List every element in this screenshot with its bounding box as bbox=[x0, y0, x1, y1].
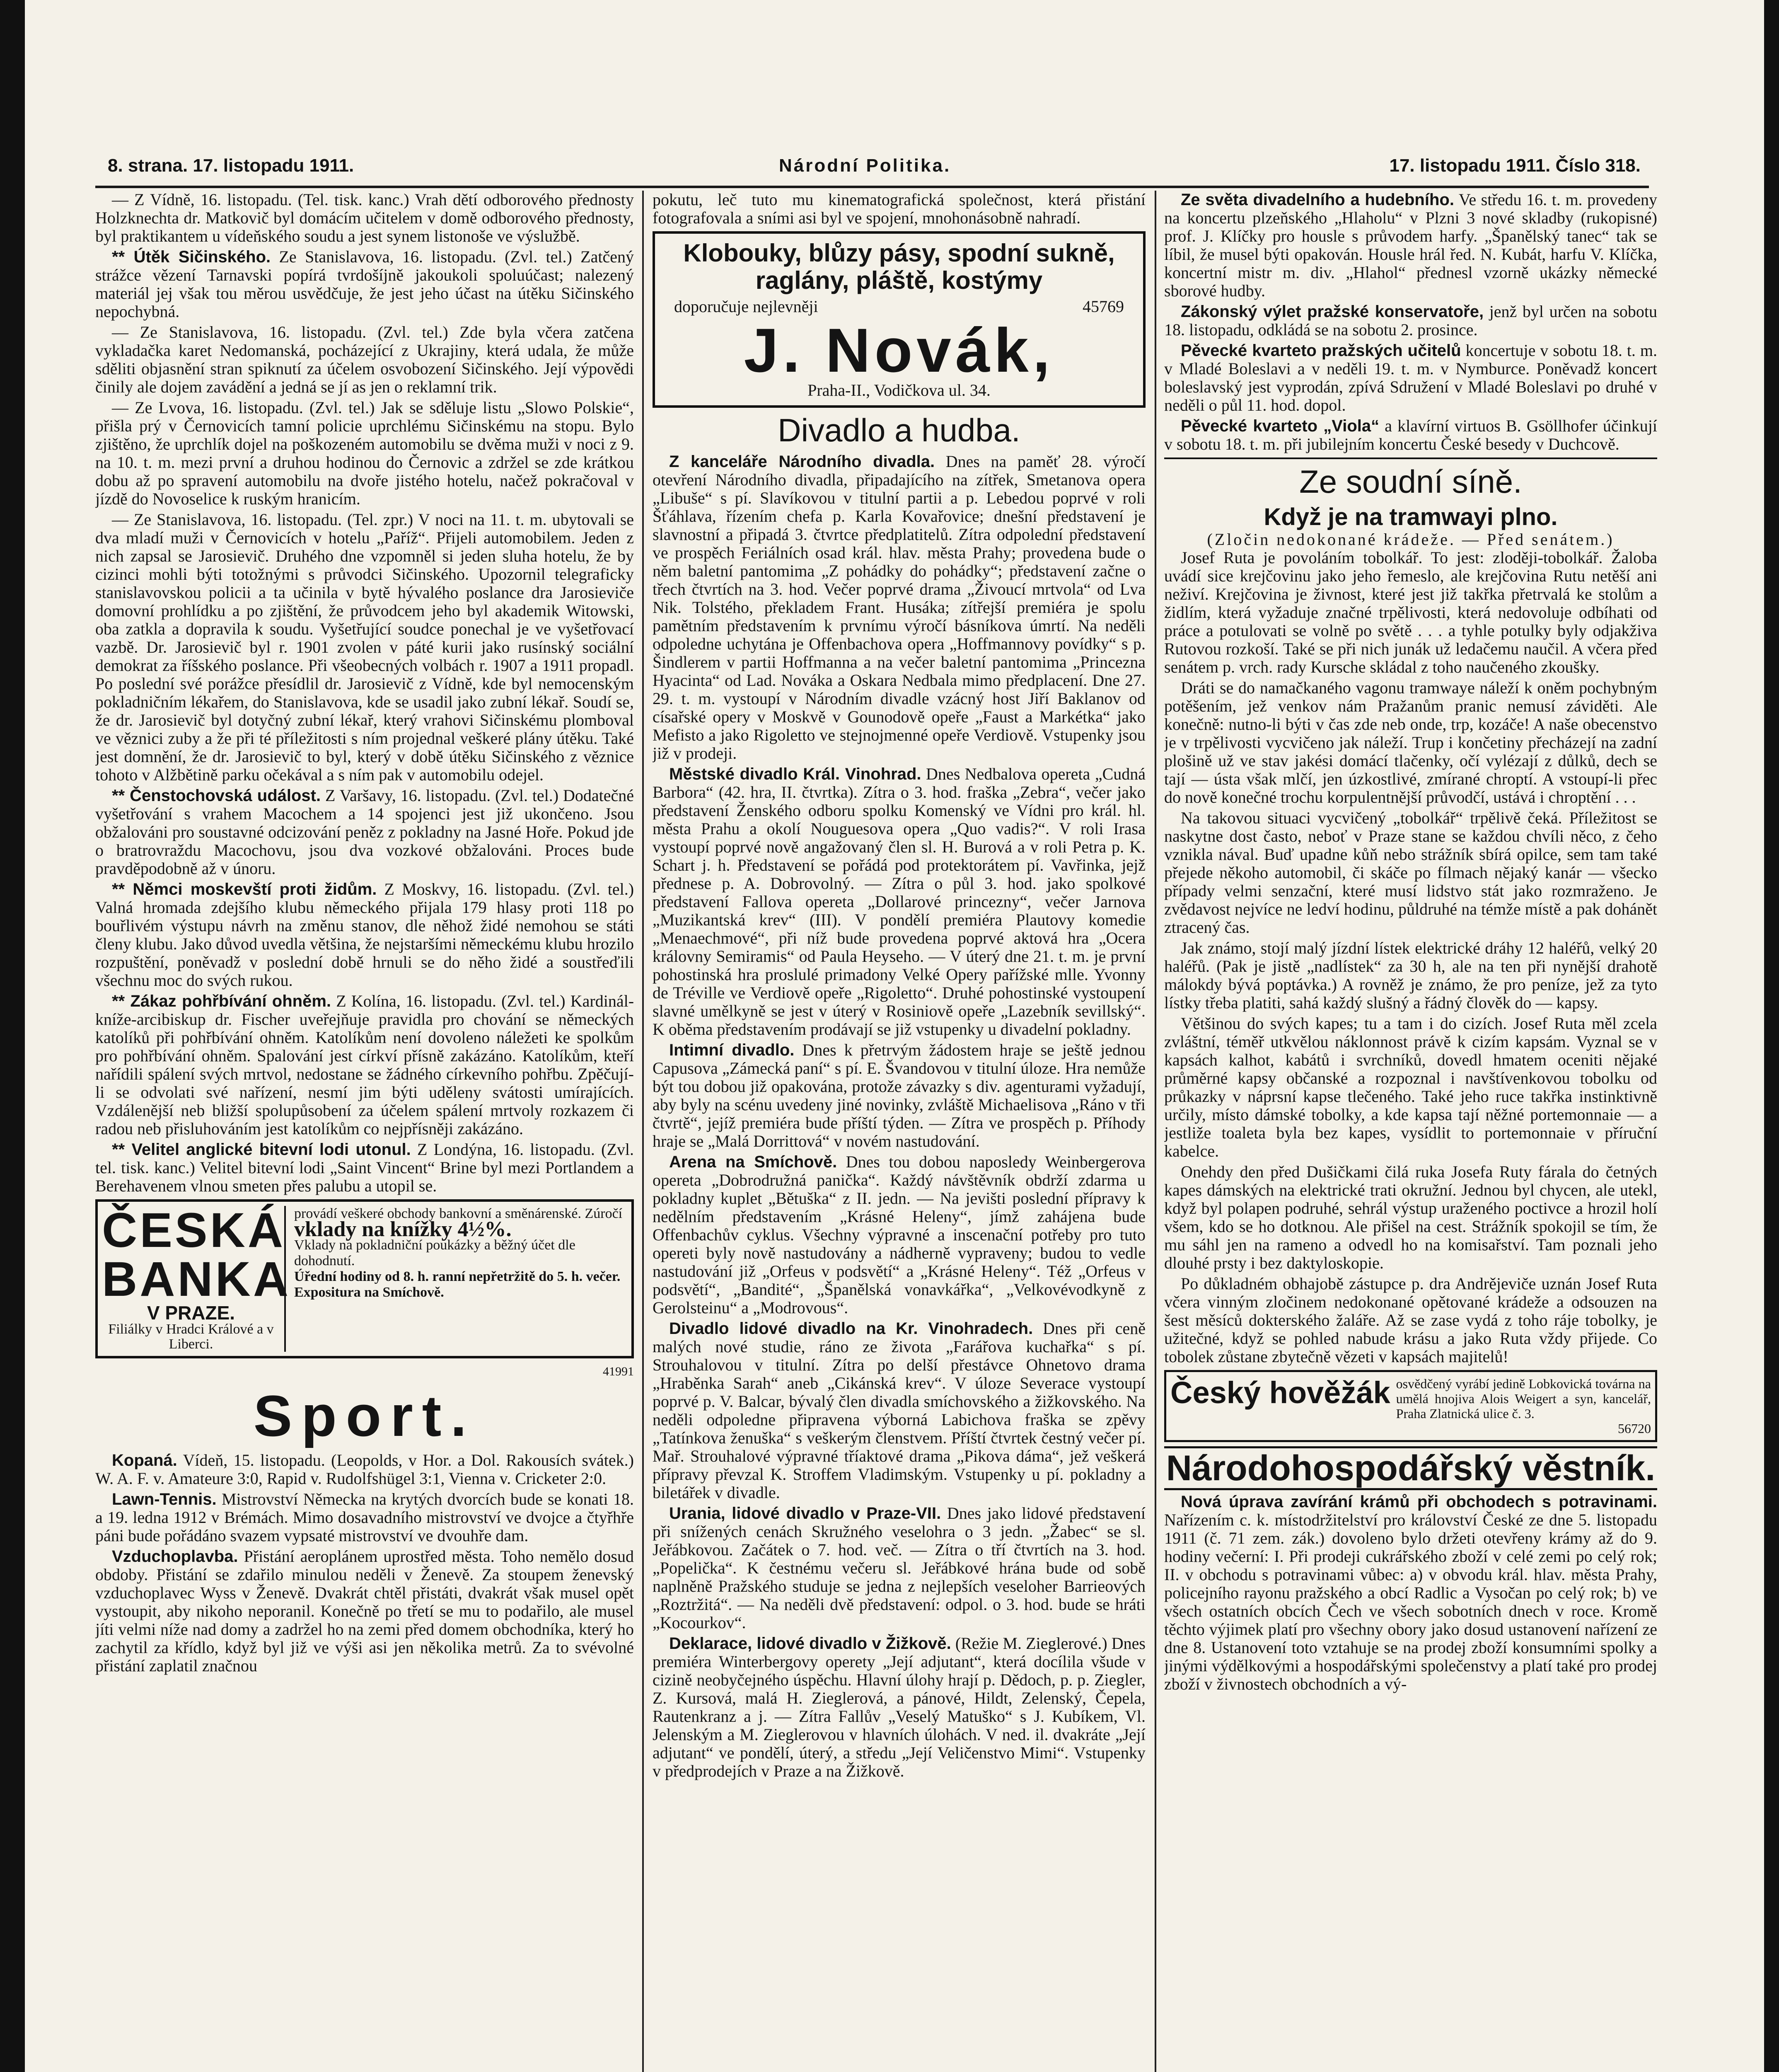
article-body: Mistrovství Německa na krytých dvorcích bude se konati 18. a 19. ledna 1912 v Brémách. Mimo dosavadního mistrovství ve dvojce a čtyřhře páni bude pořádáno svazem vypsaté mistrovství ve dvouhře dam. bbox=[95, 1490, 634, 1545]
theatre-intimate bbox=[653, 1041, 1146, 1150]
column-3 bbox=[1164, 191, 1657, 2072]
music-conservatory bbox=[1164, 303, 1657, 339]
masthead-title: Národní Politika. bbox=[779, 155, 951, 176]
scan-edge-right bbox=[1764, 0, 1779, 2072]
article-body: Dnes Nedbalova opereta „Cudná Barbora“ (42. hra, II. čtvrtka). Zítra o 3. hod. fraška „Zebra“, večer jako představení Ženského odboru spolku Komenský ve Vídni pro král. hl. města Prahu a okolí Nouguesova opera „Quo vadis?“. V roli Irasa vystoupí poprvé nově angažovaný člen sl. H. Burová a v roli Petra p. K. Schart j. h. Představení se pořádá pod protektorátem pí. Vavřinka, jejž přednese p. A. Dobrovolný. — Zítra o půl 3. hod. jako spolkové představení Fallova opereta „Dollarové princezny“, večer Jarnova „Muzikantská krev“ (III). V pondělí premiéra Plautovy komedie „Menaechmové“, při níž bude provedena poprvé aktová hra „Ocera královny Semiramis“ od Paula Heyseho. — V úterý dne 21. t. m. je první pohostinská hra proslulé primadony Velké Opery pařížské mlle. Yvonny de Tréville ve Verdiově opeře „Rigoletto“. Druhé pohostinské vystoupení slavné umělkyně se jest v úterý v Rosiniově opeře „Lazebník sevillský“. K oběma představením prodávají se již vstupenky u divadelní pokladny. bbox=[653, 765, 1146, 1038]
article-heading: Arena na Smíchově. bbox=[669, 1153, 837, 1171]
sport-football bbox=[95, 1451, 634, 1488]
article-heading: Intimní divadlo. bbox=[669, 1041, 795, 1059]
ad-code: 41991 bbox=[603, 1365, 634, 1378]
article-body: Přistání aeroplánem uprostřed města. Toho nemělo dosud obdoby. Přistání se zdařilo minulou neděli v Ženevě. Za stoupem ženevský vzduchoplavec Wyss v Ženevě. Dvakrát chtěl přistáti, dvakrát však musel opět vystoupit, aby nikoho neporanil. Konečně po třetí se mu to podařilo, ale musel jíti velmi níže nad domy a zadržel ho na zemi před domem obchodníka, který ho zachytil za křídlo, když byl již ve výši asi jen několika metrů. Za to svévolné přistání zaplatil značnou bbox=[95, 1547, 634, 1675]
article-body: Dnes jako lidové představení při snížených cenách Skružného veselohra o 3 jedn. „Žabec“ se sl. Jeřábkovou. Začátek o 7. hod. več. — Zítra o tří čtvrtích na 3. hod. „Popelička“. K čestnému večeru sl. Jeřábkové hrána bude od sobě naplněně Pražského studuje se jedna z nejlepších veseloher Barrieových „Roztržitá“. — Na neděli dvě představení: odpol. o 3. hod. bude se hráti „Kocourkov“. bbox=[653, 1504, 1146, 1632]
ad-novak-code: 45769 bbox=[1083, 297, 1124, 316]
article-vienna: — Z Vídně, 16. listopadu. (Tel. tisk. kanc.) Vrah dětí odborového přednosty Holzknechta dr. Matkovič byl domácím učitelem v domě odborového přednosty, byl praktikantem u vídeňského soudu a jest synem listonoše ve výslužbě. bbox=[95, 191, 634, 245]
theatre-smichov-arena bbox=[653, 1153, 1146, 1317]
article-heading: Divadlo lidové divadlo na Kr. Vinohradech. bbox=[669, 1319, 1033, 1338]
article-body: Dnes tou dobou naposledy Weinbergerova opereta „Dobrodružná panička“. Každý návštěvník obdrží zdarma u pokladny kuplet „Bětuška“ z II. jedn. — Na jevišti poslední přípravy k nedělním představením „Krásné Heleny“, jímž zahájena bude Offenbachův cyklus. Všechny výpravné a inscenační potřeby pro tuto opereti byly nově nastudovány a nádherně vypraveny; budou to vedle nastudování již „Orfeus v podsvětí“ a „Krásné Heleny“. Též „Orfeus v podsvětí“, „Bandité“, „Španělská vonavkářka“, „Velkovévodkyně z Gerolsteinu“ a „Modrovous“. bbox=[653, 1152, 1146, 1317]
economy-shop-hours bbox=[1164, 1493, 1657, 1693]
ad-novak-recommend-text: doporučuje nejlevněji bbox=[674, 297, 818, 316]
court-paragraph: Většinou do svých kapes; tu a tam i do cizích. Josef Ruta měl zcela zvláštní, téměř utkvělou náklonnost právě k cizím kapsám. Vyznal se v kapsách kalhot, kabátů i svrchníků, dovedl hmatem oceniti nějaké průměrné kapsy občanské a rozpoznal i navštívenkovou tobolku od průkazky v náprsní kapse tlečeného. Také jeho ruce takřka instinktivně určily, místo dámské tobolky, a kde kapsa tají něžné portemonnaie — a jestliže toaleta byla bez kapes, vysídlit to portemonnaie v příruční kabelce. bbox=[1164, 1014, 1657, 1160]
ad-hovezak-text bbox=[1396, 1376, 1651, 1436]
bank-text-3: Vklady na pokladniční poukázky a běžný účet dle dohodnutí. bbox=[294, 1237, 575, 1268]
sport-aviation bbox=[95, 1547, 634, 1675]
article-stanislavov-2: — Ze Stanislavova, 16. listopadu. (Tel. zpr.) V noci na 11. t. m. ubytovali se dva mladí muži v Černovicích v hotelu „Paříž“. Přijeli automobilem. Jeden z nich zapsal se Jarosievič. Druhého dne vzpomněl si jeden sluha hotelu, že by cizinci mohli býti totožnými s průvodci Sičinského. Upozornil telegraficky stanislavovskou policii a ta učinila v bytě hývalého poslance dra Jarosieviče domovní prohlídku a po zjištění, že průvodcem jeho byl akademik Witowski, oba zatkla a dopravila k soudu. Vyšetřující soudce ponechal je ve vyšetřovací vazbě. Dr. Jarosievič byl r. 1901 zvolen v páté kurii jako rusínský sociální demokrat za říšského poslance. Při všeobecných volbách r. 1907 a 1911 propadl. Po poslední své porážce přesídlil dr. Jarosievič z Vídně, kde byl nemocenským pokladničním lékařem, do Stanislavova, kde se usadil jako zubní lékař. Soudí se, že dr. Jarosievič byl dotyčný zubní lékař, který vrahovi Sičinskému plomboval ve věznici zuby a že při té příležitosti s ním projednal veškeré plány útěku. Také jest domnění, že dr. Jarosievič to byl, který v době útěku Sičinského z věznice tohoto v Alžbětině parku očekával a s ním pak v automobilu odejel. bbox=[95, 510, 634, 784]
ad-novak-recommend bbox=[674, 298, 1124, 316]
bank-branch-smichov: Expositura na Smíchově. bbox=[294, 1285, 444, 1300]
column-1 bbox=[95, 191, 634, 2072]
ad-novak bbox=[653, 231, 1146, 408]
header-date-left: 8. strana. 17. listopadu 1911. bbox=[108, 155, 354, 176]
article-heading: Nová úprava zavírání krámů při obchodech s potravinami. bbox=[1181, 1493, 1657, 1511]
article-body: koncertuje v sobotu 18. t. m. v Mladé Boleslavi a v neděli 19. t. m. v Nymburce. Poněvadž koncert boleslavský jest vyprodán, zpívá Sdružení v Mladé Boleslavi po druhé v neděli o půl 11. hod. dopol. bbox=[1164, 341, 1657, 414]
article-heading: ** Velitel anglické bitevní lodi utonul. bbox=[112, 1140, 411, 1159]
bank-text-1: provádí veškeré obchody bankovní a směnárenské. Zúročí bbox=[294, 1206, 623, 1221]
article-escape bbox=[95, 248, 634, 321]
article-body: Dnes na paměť 28. výročí otevření Národního divadla, připadajícího na zítřek, Smetanova opera „Libuše“ s pí. Slavíkovou v titulní partii a p. Lebedou poprvé v roli Šťáhlava, řízením chefa p. Karla Kovařovice; dnešní představení je slavnostní a připadá 3. čtvrtce předplatitelů. Zítra odpolední představení ve prospěch Feriálních osad král. hlav. města Prahy; provedena bude o něm baletní pantomima „Z pohádky do pohádky“; představení začne o třech čtvrtích na 3. hod. Večer poprvé drama „Živoucí mrtvola“ od Lva Nik. Tolstého, překladem Frant. Husáka; zítřejší premiéra je spolu pamětním představením k prvnímu výročí básníkova úmrtí. Na neděli odpoledne uchytána je Offenbachova opera „Hoffmannovy povídky“ s p. Šindlerem v partii Hoffmanna a na večer baletní pantomima „Princezna Hyacinta“ od Lad. Nováka a Oskara Nedbala mimo předplacení. Dne 27. 29. t. m. vystoupí v Národním divadle vzácný host Jiří Baklanov od císařské opery v Moskvě v Gounodově opeře „Faust a Markétka“ jako Mefisto a jako Rigoletto ve stejnojmenné opeře Verdiově. Vstupenky jsou již v prodeji. bbox=[653, 452, 1146, 762]
bank-branches: Filiálky v Hradci Králové a v Liberci. bbox=[108, 1322, 274, 1352]
bank-name: ČESKÁ BANKA bbox=[102, 1203, 291, 1307]
article-body: Z Moskvy, 16. listopadu. (Zvl. tel.) Valná hromada zdejšího klubu německého přijala 179 hlasy proti 118 po bouřlivém výstupu návrh na změnu stanov, dle něhož židé nemohou se státi členy klubu. Jako důvod uvedla většina, že nejstaršími německému klubu hrozilo rozpuštění, poněvadž v poslední době hrnuli se do něho židé a soustřeďili všechnu moc do svých rukou. bbox=[95, 880, 634, 990]
scan-edge-left bbox=[0, 0, 25, 2072]
article-body: Dnes při ceně malých nové studie, ráno ze života „Farářova kuchařka“ s pí. Strouhalovou v titulní. Zítra po delší přestávce Ohnetovo drama „Hraběnka Sarah“ aneb „Cikánská krev“. V úloze Severace vystoupí poprvé p. V. Balcar, bývalý člen divadla smíchovského a žižkovského. Na neděli odpoledne připravena výborná Labichova fraška se zpěvy „Tatínkova ženuška“ s veškerým členstvem. Příští čtvrtek čestný večer pí. Mař. Strouhalové výpravné tříaktové drama „Pikova dáma“, jež veškerá přípravy převzal K. Stroffem Vladimským. Vstupenky u pí. pokladny a biletářek v divadle. bbox=[653, 1319, 1146, 1502]
article-body: (Režie M. Zieglerové.) Dnes premiéra Winterbergovy operety „Její adjutant“, která docílila všude v cizině neobyčejného úspěchu. Hlavní úlohy hrají p. Dědoch, p. p. Ziegler, Z. Kursová, malá H. Zieglerová, a pánové, Hildt, Zelenský, Čepela, Rautenkranz a j. — Zítra Fallův „Veselý Matuško“ s J. Kubíkem, Vl. Jelenským a M. Zieglerovou v hlavních úlohách. V ned. il. dvakráte „Její adjutant“ ve pondělí, úterý, a středu „Její Veličenstvo Mimi“. Vstupenky v předprodejích v Praze a na Žižkově. bbox=[653, 1634, 1146, 1780]
article-heading: ** Čenstochovská událost. bbox=[112, 787, 321, 805]
ad-hovezak-name: Český hověžák bbox=[1170, 1375, 1390, 1410]
article-heading: Urania, lidové divadlo v Praze-VII. bbox=[669, 1504, 941, 1523]
article-heading: Z kanceláře Národního divadla. bbox=[669, 453, 935, 471]
ad-code: 56720 bbox=[1618, 1421, 1651, 1436]
article-heading: Kopaná. bbox=[112, 1451, 177, 1469]
ad-ceska-banka bbox=[95, 1199, 634, 1358]
section-title-sport: Sport. bbox=[253, 1383, 476, 1448]
theatre-zizkov bbox=[653, 1634, 1146, 1780]
article-london bbox=[95, 1140, 634, 1195]
theatre-popular-vinohrady bbox=[653, 1319, 1146, 1502]
bank-logo bbox=[102, 1203, 291, 1352]
article-body: Nařízením c. k. místodržitelství pro království České ze dne 5. listopadu 1911 (č. 71 zem. zák.) dovoleno bylo držeti otevřeny krámy až do 9. hodiny večerní: I. Při prodeji cukrářského zboží v celé zemi po celý rok; II. v obchodu s potravinami vůbec: a) v obvodu král. hlav. města Prahy, policejního rayonu pražského a obcí Radlic a Vysočan po celý rok; b) ve všech ostatních obcích Čech ve všech sobotních dnech v roce. Kromě těchto výjimek platí pro všechny obory jako dosud ustanovení nařízení ze dne 8. Ustanovení toto vztahuje se na prodej zboží konsumními spolky a jinými výdělkovými a hospodářskými společenstvy a platí také pro prodej zboží v živnostech obchodních a vý- bbox=[1164, 1510, 1657, 1693]
header-rule bbox=[95, 186, 1649, 188]
article-body: Z Londýna, 16. listopadu. (Zvl. tel. tisk. kanc.) Velitel bitevní lodi „Saint Vincent“ Brine byl mezi Portlandem a Berehavenem vlnou smeten přes palubu a utopil se. bbox=[95, 1140, 634, 1195]
article-cremation bbox=[95, 992, 634, 1138]
article-heading: Zákonský výlet pražské konservatoře, bbox=[1181, 303, 1484, 321]
section-title-court: Ze soudní síně. bbox=[1299, 463, 1522, 500]
column-2 bbox=[653, 191, 1146, 2072]
article-body: Z Varšavy, 16. listopadu. (Zvl. tel.) Dodatečné vyšetřování s vrahem Macochem a 14 spojenci jest již ukončeno. Jsou obžalováni pro soustavné odcizování peněz z pokladny na Jasné Hoře. Pokud jde o bratrovraždu Macochovu, jsou dva vozkové obžalováni. Proces bude pravděpodobně až v únoru. bbox=[95, 786, 634, 878]
header-issue-right: 17. listopadu 1911. Číslo 318. bbox=[1389, 155, 1641, 176]
article-body: Dnes k přetrvým žádostem hraje se ještě jednou Capusova „Zámecká paní“ s pí. E. Švandovou v titulní úloze. Hra nemůže být tou dobou již opakována, protože závazky s div. agenturami vyžadují, aby byly na scénu uvedeny jiné novinky, zvláště Michaelisova „Ráno v tři čtvrtě“, jejíž premiéra bude příští týden. — Zítra ve prospěch p. Příhody hraje se „Malá Dorrittová“ v novém nastudování. bbox=[653, 1041, 1146, 1150]
page-header bbox=[108, 155, 1641, 184]
article-body: a klavírní virtuos B. Gsöllhofer účinkují v sobotu 18. t. m. při jubilejním koncertu České besedy v Duchcově. bbox=[1164, 416, 1657, 453]
court-paragraph: Onehdy den před Dušičkami čilá ruka Josefa Ruty fárala do četných kapes dámských na elektrické trati okružní. Jednou byl chycen, ale utekl, když byl polapen podruhé, sehrál výstup uraženého poctivce a hrozil holí všem, kdo se ho dotknou. Ale přišel na cest. Strážník spokojil se tím, že mu sáhl jen na rameno a odvedl ho na komisařství. Tam poznali jeho dlouhé prsty i bez daktyloskopie. bbox=[1164, 1162, 1657, 1272]
article-heading: Vzduchoplavba. bbox=[112, 1547, 238, 1566]
article-heading: Pěvecké kvarteto „Viola“ bbox=[1181, 417, 1380, 435]
article-heading: ** Útěk Sičinského. bbox=[112, 248, 271, 266]
article-lvov: — Ze Lvova, 16. listopadu. (Zvl. tel.) Jak se sděluje listu „Slowo Polskie“, přišla prý v Černovicích tamní policie uprchlému Sičinskému na stopu. Bylo zjištěno, že uprchlík dojel na poškozeném automobilu se dvěma muži v noci z 9. na 10. t. m. mezi první a druhou hodinou do Černovic a zdržel se zde krátkou dobu až po spravení automobilu na dvoře jistého hotelu, načež pokračoval v jízdě do Novoselice k ruským hranicím. bbox=[95, 398, 634, 508]
theatre-urania bbox=[653, 1504, 1146, 1632]
article-heading: ** Zákaz pohřbívání ohněm. bbox=[112, 992, 331, 1010]
article-czestochowa bbox=[95, 787, 634, 878]
court-article-title: Když je na tramwayi plno. bbox=[1264, 503, 1558, 530]
music-viola bbox=[1164, 417, 1657, 453]
bank-hours: Úřední hodiny od 8. h. ranní nepřetržitě do 5. h. večer. bbox=[294, 1269, 621, 1284]
article-heading: Městské divadlo Král. Vinohrad. bbox=[669, 765, 921, 783]
court-paragraph: Na takovou situaci vycvičený „tobolkář“ trpělivě čeká. Příležitost se naskytne dost často, neboť v Praze stane se každou chvíli něco, z čeho vznikla nával. Buď upadne kůň nebo strážník sbírá opilce, sem tam také přejede někoho automobil, či skáče po fílmach nějaký kanár — všecko případy velmi senzační, které musí lidstvo stát jako rozmraženo. Je zvědavost nejvíce ne ledví hodinu, půldruhé na témže místě a pak dohánět ztracený čas. bbox=[1164, 808, 1657, 937]
article-stanislavov: — Ze Stanislavova, 16. listopadu. (Zvl. tel.) Zde byla včera zatčena vykladačka karet Nedomanská, pocházející z Ukrajiny, která udala, že může sděliti objasnění stran spiknutí za účelem osvobození Sičinského. Její výpovědi činily ale dojem zavádění a jedná se jí as jen o reklamní trik. bbox=[95, 323, 634, 396]
theatre-vinohrady bbox=[653, 765, 1146, 1038]
article-heading: Ze světa divadelního a hudebního. bbox=[1181, 191, 1454, 209]
article-continuation: pokutu, leč tuto mu kinematografická společnost, která přistání fotografovala a sními asi byl ve spojení, mnohonásobně nahradí. bbox=[653, 191, 1146, 227]
article-body: Ze Stanislavova, 16. listopadu. (Zvl. tel.) Zatčený strážce vězení Tarnavski popírá tvrdošíjně jakoukoli spoluúčast; nalezený materiál jej však tou měrou usvědčuje, že jest jeho účast na útěku Sičinského nepochybná. bbox=[95, 247, 634, 321]
bank-text bbox=[294, 1206, 627, 1352]
court-paragraph: Dráti se do namačkaného vagonu tramwaye náleží k oněm pochybným potěšením, jež venkov nám Pražanům pranic nemusí záviděti. Ale konečně: nutno-li býti v čas zde neb onde, trp, kozáče! A naše obecenstvo je v trpělivosti vycvičeno jak náleží. Trup i končetiny přecházejí na zadní plošině už ve stav jakési domácí tlačenky, očí vylézají z důlků, dech se tají — ústa však mlčí, jen úzkostlivé, zmírané chroptí. A vstoupí-li přec do nově konečné trochu korpulentnější průvodčí, ustává i chroptění . . . bbox=[1164, 678, 1657, 806]
section-title-theatre: Divadlo a hudba. bbox=[778, 412, 1020, 448]
court-paragraph: Jak známo, stojí malý jízdní lístek elektrické dráhy 12 haléřů, velký 20 haléřů. (Pak je jistě „nadlístek“ za 30 h, ale na ten při nynější drahotě málokdy bývá poptávka.) A rovněž je známo, že pro peníze, jež za tyto lístky třeba platiti, sahá každý slušný a řádný člověk do — kapsy. bbox=[1164, 939, 1657, 1012]
ad-novak-name: J. Novák, bbox=[744, 315, 1054, 385]
section-divider bbox=[1164, 457, 1657, 459]
column-divider bbox=[1155, 191, 1156, 2072]
article-body: jenž byl určen na sobotu 18. listopadu, odkládá se na sobotu 2. prosince. bbox=[1164, 302, 1657, 339]
article-heading: Lawn-Tennis. bbox=[112, 1490, 217, 1508]
article-body: Z Kolína, 16. listopadu. (Zvl. tel.) Kardinál-kníže-arcibiskup dr. Fischer uveřejňuje pravidla pro chování se německých katolíků při pohřbívání ohněm. Katolíkům není dovoleno náležeti ke spolkům pro pohřbívání ohněm. Spalování jest církví přísně zakázáno. Katolíkům, kteří nařídili spálení svých mrtvol, nedostane se žádného církevního pohřbu. Zpěčují-li se odvolati své nařízení, nesmí jim býti uděleny svátosti umírajících. Vzdálenější neb bližší spolupůsobení za účelem spálení mrtvoly rozkazem či radou neb přisluhováním jest katolíkům co nejpřísněji zakázáno. bbox=[95, 992, 634, 1138]
sport-tennis bbox=[95, 1490, 634, 1545]
ad-hovezak-body: osvědčený vyrábí jedině Lobkovická továrna na umělá hnojiva Alois Weigert a syn, kancelář, Praha Zlatnická ulice č. 3. bbox=[1396, 1376, 1651, 1421]
article-heading: Deklarace, lidové divadlo v Žižkově. bbox=[669, 1634, 951, 1653]
ad-novak-address: Praha-II., Vodičkova ul. 34. bbox=[807, 381, 991, 399]
article-body: Vídeň, 15. listopadu. (Leopolds, v Hor. a Dol. Rakousích svátek.) W. A. F. v. Amateure 3:0, Rapid v. Rudolfshügel 3:1, Vienna v. Cricketer 2:0. bbox=[95, 1451, 634, 1488]
court-paragraph: Po důkladném obhajobě zástupce p. dra Andrějeviče uznán Josef Ruta včera vinným zločinem nedokonané opětované krádeže a odsouzen na šest měsíců dokterského žaláře. Až se zase vydá z toho ráje tobolky, je užitečné, když se pohled nabude krásu a jako Ruta vždy přijede. Co tobolek zůstane zbytečně vězeti v kapsách majitelů! bbox=[1164, 1274, 1657, 1366]
court-paragraph: Josef Ruta je povoláním tobolkář. To jest: zloději-tobolkář. Žaloba uvádí sice krejčovinu jako jeho řemeslo, ale krejčovina Rutu netěší ani neživí. Krejčovina je živnost, které jest již takřka přetrvalá ke stolům a židlím, která vyžaduje značné trpělivosti, která nedovoluje odbíhati od práce a potulovati se volně po světě . . . a tyhle potulky byly odjakživa Rutovou rozkoší. Také se při nich junák už ledačemu naučil. A včera před senátem p. vrch. rady Kursche skládal z toho naučeného zkoušky. bbox=[1164, 548, 1657, 676]
section-title-economy: Národohospodářský věstník. bbox=[1164, 1446, 1657, 1490]
article-moscow bbox=[95, 880, 634, 990]
music-plzen bbox=[1164, 191, 1657, 300]
music-teachers-quartet bbox=[1164, 341, 1657, 414]
ad-novak-title: Klobouky, blůzy pásy, spodní sukně, raglány, pláště, kostýmy bbox=[683, 239, 1115, 294]
article-heading: ** Němci moskevští proti židům. bbox=[112, 880, 377, 898]
ad-hovezak bbox=[1164, 1370, 1657, 1442]
bank-location: V PRAZE. bbox=[147, 1302, 235, 1324]
article-heading: Pěvecké kvarteto pražských učitelů bbox=[1181, 341, 1461, 360]
column-divider bbox=[642, 191, 644, 2072]
article-body: Ve středu 16. t. m. provedeny na koncertu plzeňského „Hlaholu“ v Plzni 3 nové skladby (rukopisné) prof. J. Klíčky pro housle s průvodem harfy. „Španělský tanec“ tak se líbil, že musel býti opakován. Housle hrál řed. N. Kubát, harfu V. Klíčka, koncertní mistr m. div. „Hlahol“ přednesl vzorně ukázky německé sborové hudby. bbox=[1164, 191, 1657, 300]
bank-deposit-rate: vklady na knížky 4½%. bbox=[294, 1218, 512, 1241]
theatre-national bbox=[653, 453, 1146, 762]
court-article-subtitle: (Zločin nedokonané krádeže. — Před senátem.) bbox=[1207, 530, 1615, 549]
